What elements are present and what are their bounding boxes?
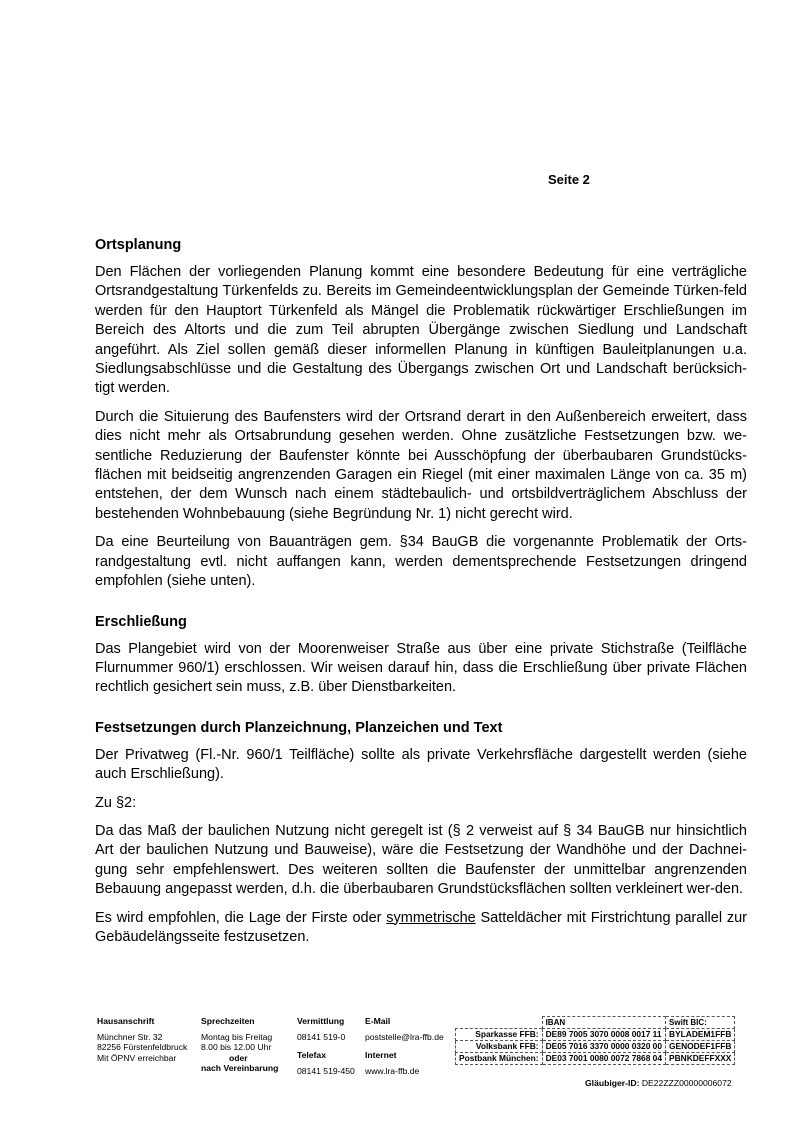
creditor-label: Gläubiger-ID:	[585, 1078, 640, 1088]
bank-row	[456, 1041, 735, 1053]
footer-text: 08141 519-450	[297, 1065, 355, 1076]
underlined-text: symmetrische	[386, 909, 476, 926]
bic-header: Swift BIC:	[666, 1017, 735, 1029]
section-heading: Festsetzungen durch Planzeichnung, Planzeichen und Text	[95, 719, 503, 736]
footer-text: 8.00 bis 12.00 Uhr	[201, 1042, 272, 1052]
text-run: Satteldächer mit Firstrichtung parallel zur Gebäudelängsseite festzusetzen.	[95, 909, 747, 945]
footer-phone	[297, 1016, 355, 1076]
page-number: Seite 2	[548, 172, 590, 187]
paragraph	[95, 909, 747, 948]
footer-heading: Internet	[365, 1050, 397, 1060]
footer-heading: Sprechzeiten	[201, 1016, 255, 1026]
bank-row	[456, 1053, 735, 1065]
bank-name: Sparkasse FFB:	[456, 1029, 543, 1041]
footer-heading: Hausanschrift	[97, 1016, 155, 1026]
footer-heading: Vermittlung	[297, 1016, 345, 1026]
section-heading: Erschließung	[95, 613, 187, 630]
paragraph: Da eine Beurteilung von Bauanträgen gem. §34 BauGB die vorgenannte Problematik der Orts-randgestaltung evtl. nicht auffangen kann, werden dementsprechende Festsetzungen dringend empfohlen (siehe unten).	[95, 534, 747, 590]
section-ortsplanung	[95, 236, 747, 592]
section-heading: Ortsplanung	[95, 237, 182, 253]
creditor-value: DE22ZZZ00000006072	[641, 1078, 732, 1088]
bank-iban: DE89 7005 3070 0008 0017 11	[542, 1029, 665, 1041]
bank-bic: GENODEF1FFB	[666, 1041, 735, 1053]
footer-address	[97, 1016, 187, 1063]
footer-heading: E-Mail	[365, 1016, 391, 1026]
footer-text: Mit ÖPNV erreichbar	[97, 1052, 177, 1063]
bank-name: Postbank München:	[456, 1053, 543, 1065]
bank-bic: PBNKDEFFXXX	[666, 1053, 735, 1065]
bank-iban: DE03 7001 0080 0072 7868 04	[542, 1053, 665, 1065]
iban-header: IBAN	[542, 1017, 665, 1029]
bank-name: Volksbank FFB:	[456, 1041, 543, 1053]
footer-hours	[201, 1016, 278, 1074]
footer-online	[365, 1016, 444, 1076]
paragraph: Das Plangebiet wird von der Moorenweiser Straße aus über eine private Stichstraße (Teilfläche Flurnummer 960/1) erschlossen. Wir weisen darauf hin, dass die Erschließung über private Flächen rechtlich gesichert sein muss, z.B. über Dienstbarkeiten.	[95, 640, 747, 696]
paragraph: Da das Maß der baulichen Nutzung nicht geregelt ist (§ 2 verweist auf § 34 BauGB nur hinsichtlich Art der baulichen Nutzung und Bauweise), wäre die Festsetzung der Wandhöhe und der Dachnei-gung sehr empfehlenswert. Des weiteren sollten die Baufenster der unmittelbar angrenzenden Bebauung angepasst werden, d.h. die überbaubaren Grundstücksflächen sollten verkleinert wer-den.	[95, 822, 747, 898]
bank-table	[455, 1016, 735, 1065]
paragraph: Durch die Situierung des Baufensters wird der Ortsrand derart in den Außenbereich erweitert, dass dies nicht mehr als Ortsabrundung gesehen werden. Ohne zusätzliche Festsetzungen bzw. we-sentliche Reduzierung der Baufenster könnte bei Ausschöpfung der überbaubaren Grundstücks-flächen mit beidseitig angrenzenden Garagen ein Riegel (mit einer maximalen Länge von ca. 35 m) entstehen, der dem Wunsch nach einem städtebaulich- und ortsbildverträglichem Abschluss der bestehenden Wohnbebauung (siehe Begründung Nr. 1) nicht gerecht wird.	[95, 408, 747, 522]
footer-text: 82256 Fürstenfeldbruck	[97, 1042, 188, 1052]
section-festsetzungen	[95, 719, 747, 948]
text-run: Es wird empfohlen, die Lage der Firste oder	[95, 909, 387, 926]
paragraph: Zu §2:	[95, 794, 137, 811]
bank-iban: DE05 7016 3370 0000 0320 00	[542, 1041, 665, 1053]
creditor-id	[585, 1078, 732, 1089]
footer-text: oder	[229, 1052, 248, 1063]
bank-bic: BYLADEM1FFB	[666, 1029, 735, 1041]
footer-text: Münchner Str. 32	[97, 1031, 163, 1042]
website-link[interactable]: www.lra-ffb.de	[365, 1065, 420, 1076]
section-erschliessung	[95, 613, 747, 698]
footer-heading: Telefax	[297, 1050, 326, 1060]
paragraph: Den Flächen der vorliegenden Planung kommt eine besondere Bedeutung für eine verträgliche Ortsrandgestaltung Türkenfelds zu. Bereits im Gemeindeentwicklungsplan der Gemeinde Türken-feld werden für den Hauptort Türkenfeld als Mängel die Problematik rückwärtiger Erschließungen im Bereich des Altorts und die zum Teil abrupten Übergänge zwischen Siedlung und Landschaft angeführt. Als Ziel sollen gemäß dieser informellen Planung in künftigen Bauleitplanungen u.a. Siedlungsabschlüsse und die Gestaltung des Übergangs zwischen Ort und Landschaft berücksich-tigt werden.	[95, 264, 747, 397]
paragraph: Der Privatweg (Fl.-Nr. 960/1 Teilfläche) sollte als private Verkehrsfläche dargestellt werden (siehe auch Erschließung).	[95, 746, 747, 783]
footer-text: nach Vereinbarung	[201, 1063, 279, 1073]
bank-row	[456, 1029, 735, 1041]
email-link[interactable]: poststelle@lra-ffb.de	[365, 1031, 444, 1042]
letter-body	[95, 236, 747, 968]
footer-text: Montag bis Freitag	[201, 1031, 273, 1042]
footer-text: 08141 519-0	[297, 1031, 346, 1042]
bank-table-header	[456, 1017, 735, 1029]
